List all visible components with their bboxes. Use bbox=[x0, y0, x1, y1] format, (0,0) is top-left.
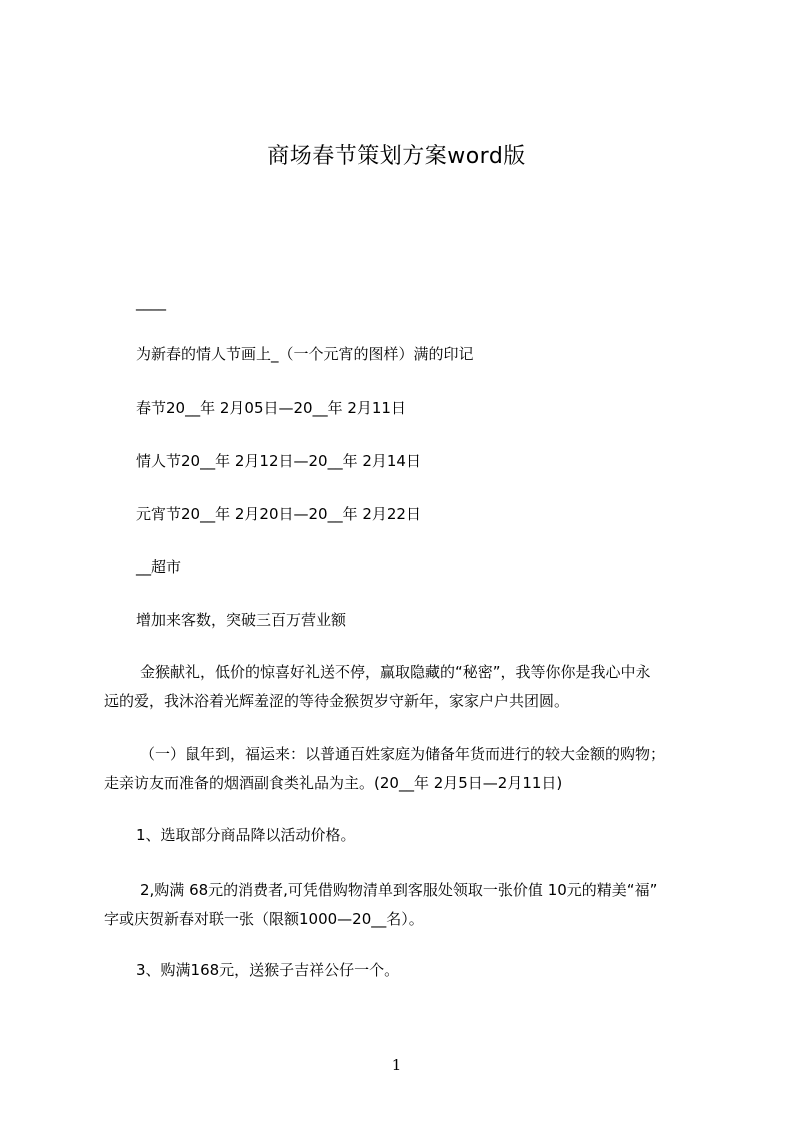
section-one-line-2: 走亲访友而准备的烟酒副食类礼品为主。(20__年 2月5日—2月11日) bbox=[104, 774, 563, 792]
supermarket-name: __超市 bbox=[136, 558, 182, 576]
item-1: 1、选取部分商品降以活动价格。 bbox=[136, 826, 356, 844]
spring-festival-date: 春节20__年 2月05日—20__年 2月11日 bbox=[136, 399, 406, 417]
item-3: 3、购满168元，送猴子吉祥公仔一个。 bbox=[136, 961, 400, 979]
separator-line-text: ____ bbox=[136, 293, 166, 311]
section-one-paragraph bbox=[104, 740, 724, 798]
item-2-line-2: 字或庆贺新春对联一张（限额1000—20__名）。 bbox=[104, 910, 424, 928]
document-title: 商场春节策划方案word版 bbox=[267, 144, 526, 169]
slogan-line-2: 远的爱，我沐浴着光辉羞涩的等待金猴贺岁守新年，家家户户共团圆。 bbox=[104, 692, 570, 710]
item-2-paragraph bbox=[104, 876, 724, 934]
slogan-paragraph bbox=[104, 658, 724, 716]
item-2-line-1: 2,购满 68元的消费者,可凭借购物清单到客服处领取一张价值 10元的精美“福” bbox=[140, 881, 658, 899]
page-number: 1 bbox=[391, 1056, 402, 1074]
slogan-line-1: 金猴献礼，低价的惊喜好礼送不停，赢取隐藏的“秘密”，我等你你是我心中永 bbox=[140, 663, 651, 681]
lantern-festival-date: 元宵节20__年 2月20日—20__年 2月22日 bbox=[136, 505, 421, 523]
section-one-line-1: （一）鼠年到，福运来：以普通百姓家庭为储备年货而进行的较大金额的购物； bbox=[140, 745, 666, 763]
theme-line: 为新春的情人节画上_（一个元宵的图样）满的印记 bbox=[136, 345, 474, 363]
valentines-day-date: 情人节20__年 2月12日—20__年 2月14日 bbox=[136, 452, 421, 470]
goal-line: 增加来客数，突破三百万营业额 bbox=[136, 611, 347, 629]
